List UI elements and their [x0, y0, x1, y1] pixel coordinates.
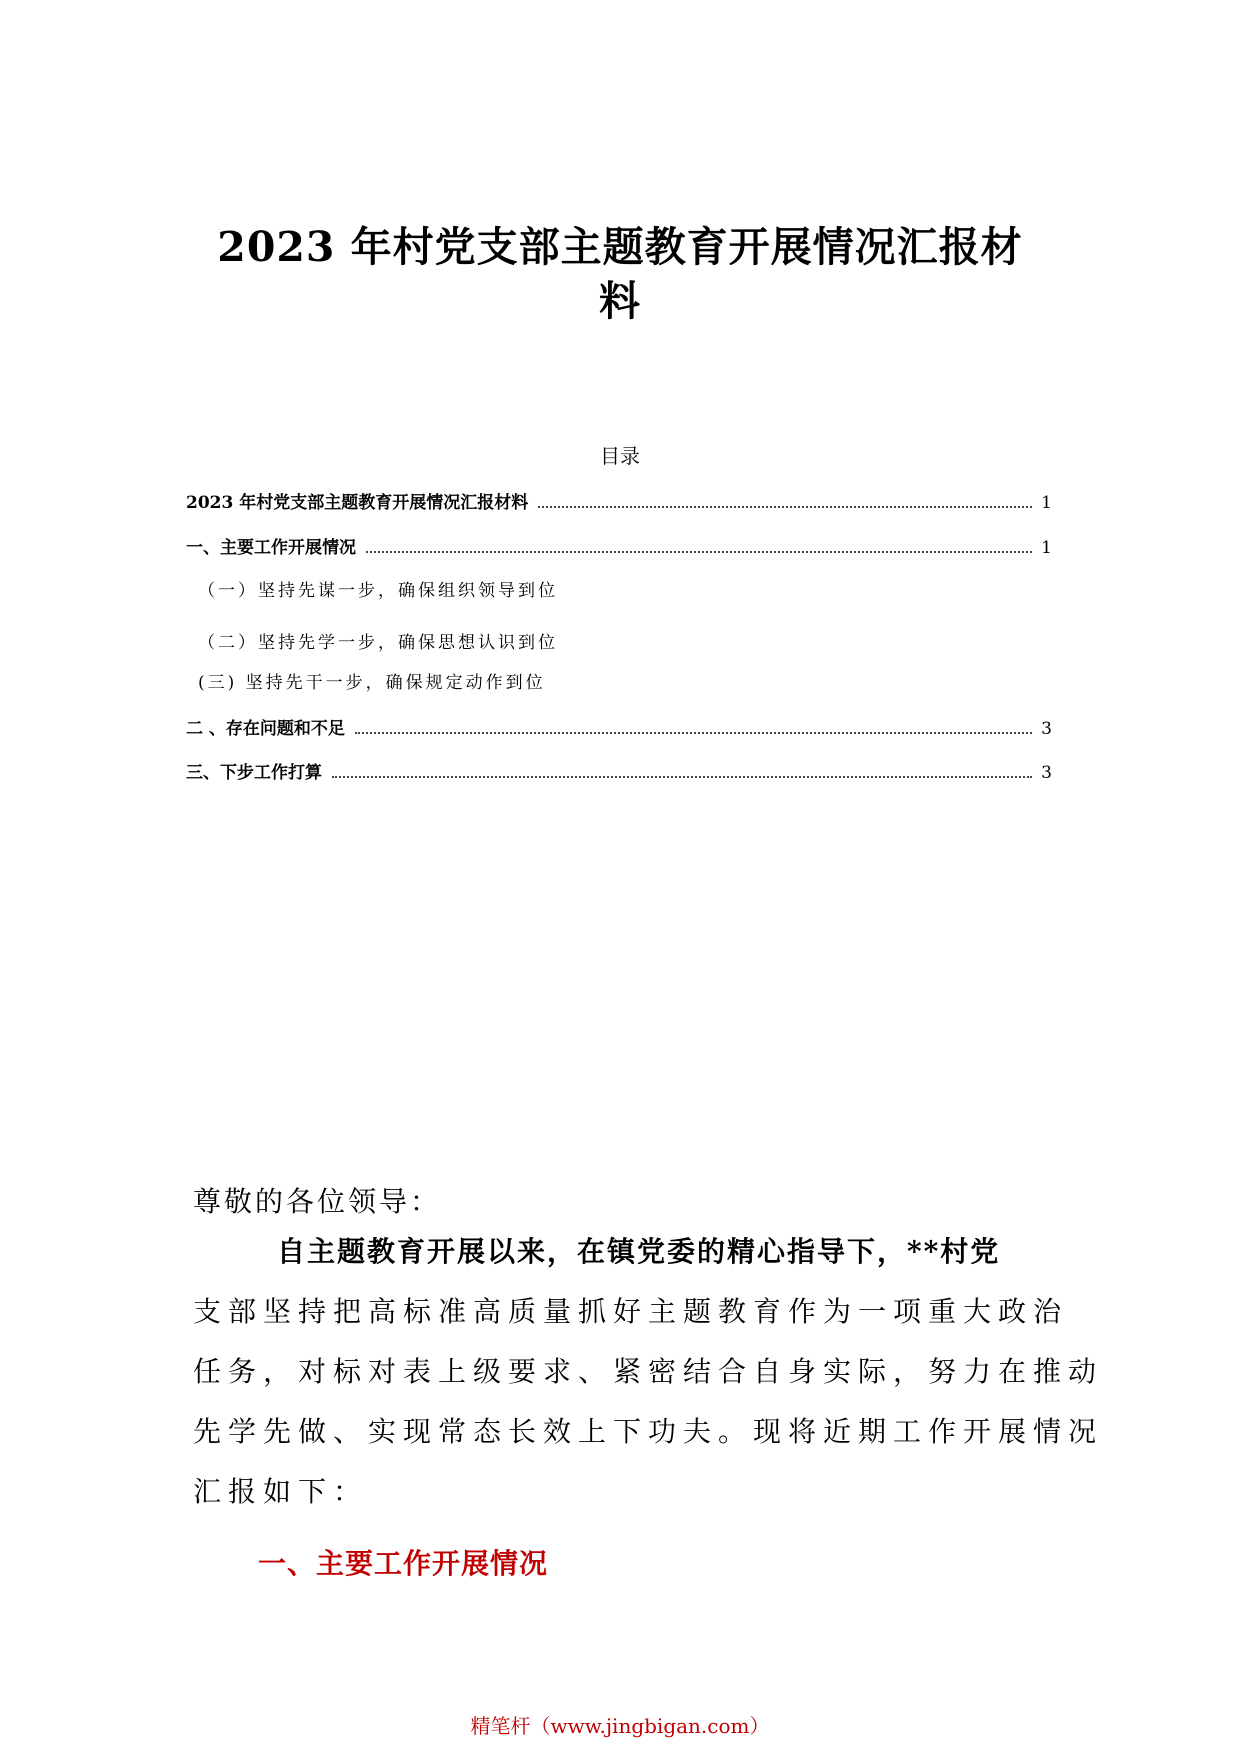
toc-entry-page: 1	[1041, 493, 1052, 513]
toc-entry-label: 二 、存在问题和不足	[186, 719, 345, 739]
toc-entry-page: 3	[1041, 763, 1052, 783]
toc-entry[interactable]	[186, 533, 1052, 558]
toc-leader	[355, 731, 1032, 734]
intro-paragraph	[193, 1232, 1104, 1512]
toc-entry-label: 一、主要工作开展情况	[186, 538, 356, 558]
paragraph-line: 支部坚持把高标准高质量抓好主题教育作为一项重大政治	[193, 1295, 1069, 1328]
toc-entry[interactable]	[186, 758, 1052, 783]
toc-entry-label: 2023 年村党支部主题教育开展情况汇报材料	[186, 493, 529, 513]
section-heading: 一、主要工作开展情况	[258, 1547, 549, 1580]
toc-entry-page: 1	[1041, 538, 1052, 558]
document-title-line2: 料	[599, 277, 641, 325]
toc-leader	[332, 775, 1032, 778]
toc-entry-page: 3	[1041, 719, 1052, 739]
paragraph-line: 先学先做、实现常态长效上下功夫。现将近期工作开展情况	[193, 1415, 1104, 1448]
toc-heading: 目录	[600, 444, 640, 468]
toc-entry[interactable]	[186, 714, 1052, 739]
paragraph-line: 汇报如下：	[193, 1475, 369, 1508]
toc-subentry[interactable]: （二）坚持先学一步，确保思想认识到位	[198, 633, 558, 653]
toc-leader	[366, 550, 1032, 553]
toc-subentry[interactable]: (三) 坚持先干一步，确保规定动作到位	[198, 673, 546, 693]
footer-watermark: 精笔杆（www.jingbigan.com）	[470, 1714, 770, 1738]
toc-entry-label: 三、下步工作打算	[186, 763, 322, 783]
paragraph-line: 任务，对标对表上级要求、紧密结合自身实际，努力在推动	[193, 1355, 1104, 1388]
toc-subentry[interactable]: （一）坚持先谋一步，确保组织领导到位	[198, 581, 558, 601]
salutation: 尊敬的各位领导：	[193, 1185, 442, 1218]
toc-entry[interactable]	[186, 488, 1052, 513]
toc-leader	[538, 505, 1032, 508]
document-title-line1: 2023 年村党支部主题教育开展情况汇报材	[217, 223, 1023, 271]
paragraph-first-line: 自主题教育开展以来，在镇党委的精心指导下，**村党	[277, 1235, 1001, 1268]
